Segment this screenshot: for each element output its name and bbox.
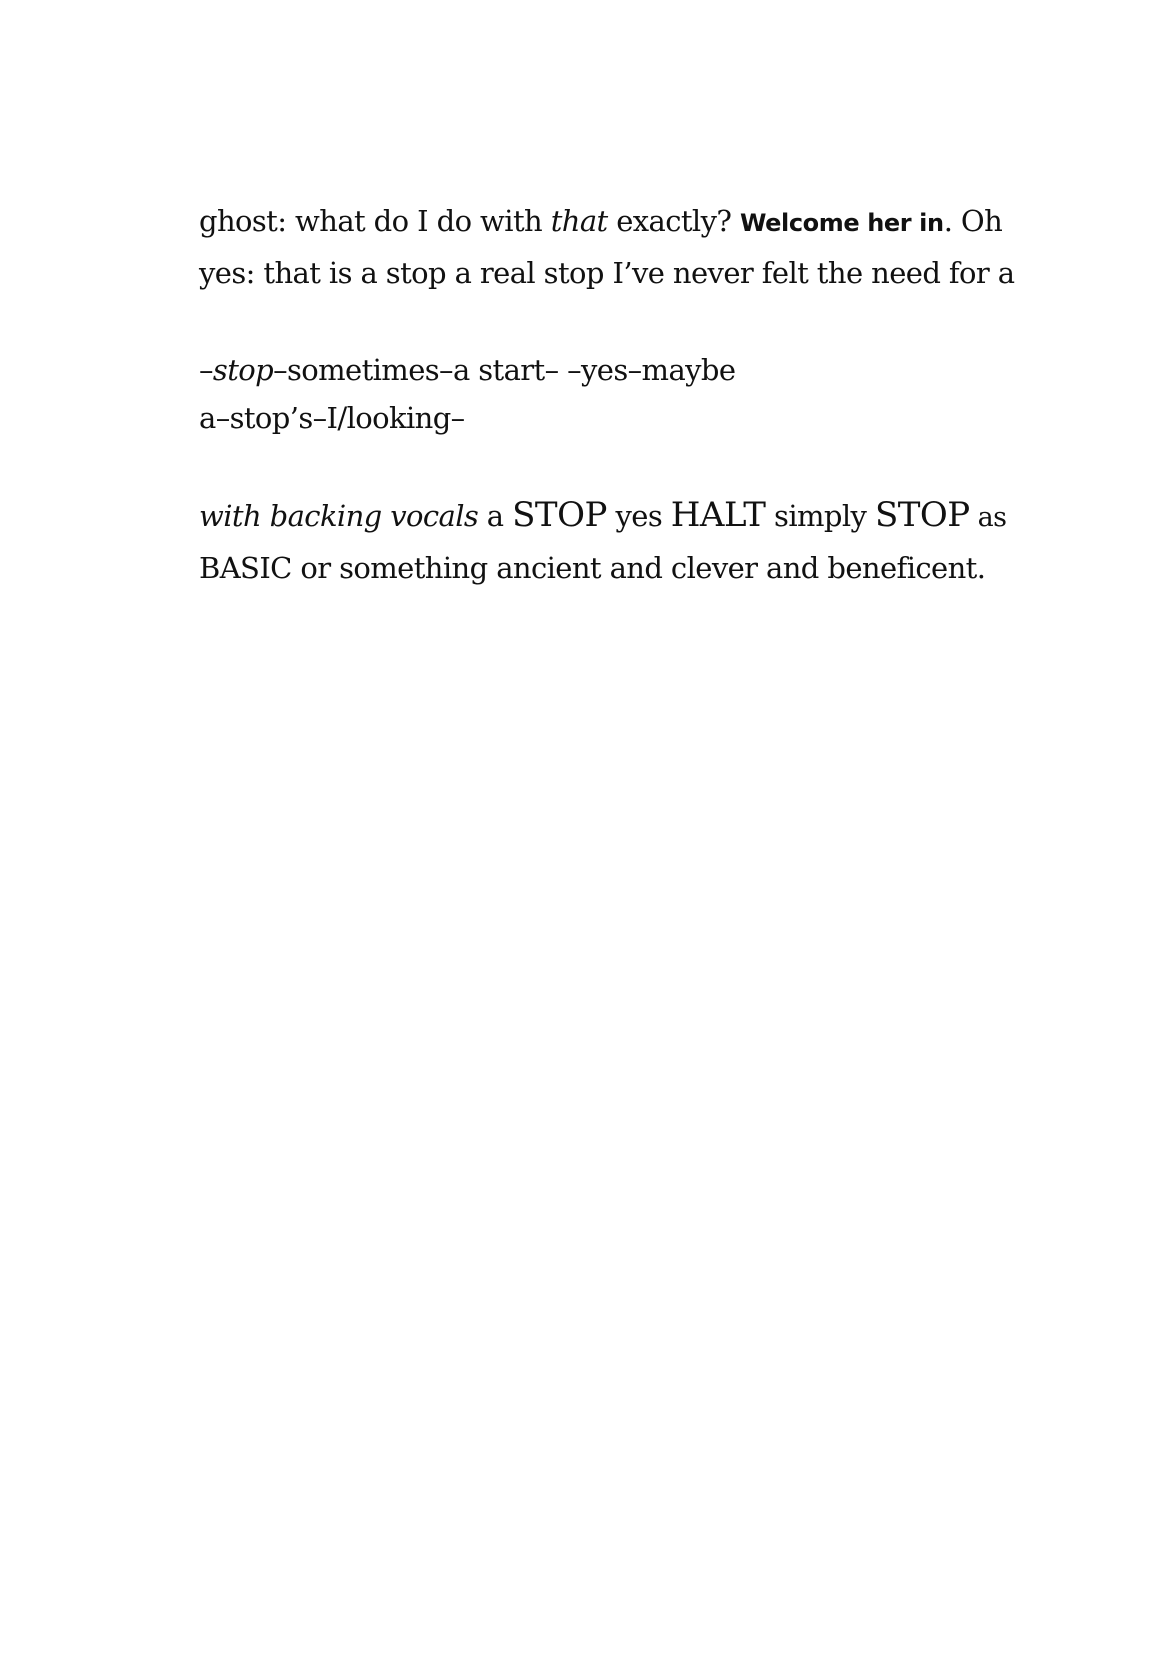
- p3-line2: BASIC or something ancient and clever and beneficent.: [199, 551, 986, 585]
- p2-line2: a–stop’s–I/looking–: [199, 401, 465, 435]
- text-run: as: [969, 502, 1007, 533]
- text-run: exactly?: [607, 204, 740, 238]
- text-run: ghost: what do I do with: [199, 204, 551, 238]
- paragraph-2: [199, 346, 959, 442]
- text-run: . Oh: [943, 204, 1003, 238]
- big-halt: HALT: [670, 495, 766, 535]
- big-stop: STOP: [512, 495, 607, 535]
- text-run: –: [199, 353, 213, 387]
- p2-line1: [199, 353, 735, 387]
- p3-line1: [199, 495, 1007, 535]
- text-run: a: [478, 499, 513, 533]
- italic-stop: stop: [212, 353, 274, 387]
- poem-text: [199, 196, 1015, 593]
- paragraph-1: [199, 196, 1015, 298]
- text-run: –sometimes–a start– –yes–maybe: [273, 353, 736, 387]
- bold-welcome-her-in: Welcome her in: [739, 209, 944, 237]
- italic-with-backing-vocals: with backing vocals: [199, 499, 479, 533]
- paragraph-3: [199, 490, 1007, 593]
- p1-line2: yes: that is a stop a real stop I’ve never felt the need for a: [199, 256, 1015, 290]
- big-stop-2: STOP: [874, 495, 970, 535]
- p1-line1: [199, 204, 1002, 238]
- italic-that: that: [550, 204, 608, 238]
- text-run: simply: [765, 499, 875, 533]
- text-run: yes: [606, 499, 671, 533]
